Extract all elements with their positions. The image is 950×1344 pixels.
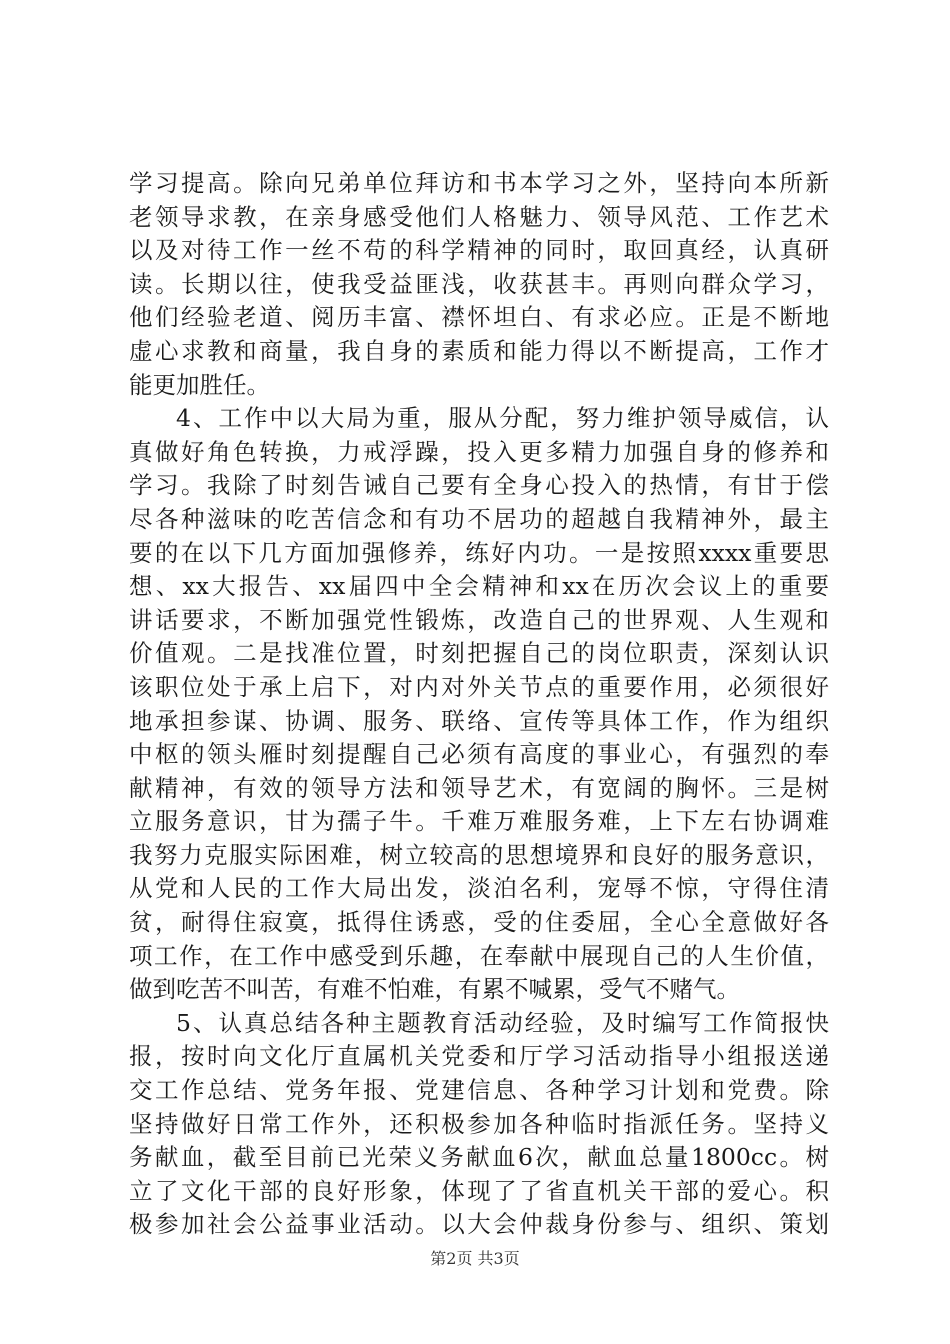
text-line: 读。长期以往，使我受益匪浅，收获甚丰。再则向群众学习， (129, 269, 829, 298)
text-line: 坚持做好日常工作外，还积极参加各种临时指派任务。坚持义 (129, 1109, 829, 1138)
page-number-footer: 第2页 共3页 (430, 1249, 520, 1268)
text-line: 从党和人民的工作大局出发，淡泊名利，宠辱不惊，守得住清 (129, 874, 829, 903)
text-line: 真做好角色转换，力戒浮躁，投入更多精力加强自身的修养和 (129, 437, 829, 466)
text-line: 要的在以下几方面加强修养，练好内功。一是按照xxxx重要思 (129, 538, 829, 567)
text-line: 交工作总结、党务年报、党建信息、各种学习计划和党费。除 (129, 1076, 829, 1105)
text-line: 立服务意识，甘为孺子牛。千难万难服务难，上下左右协调难 (129, 807, 829, 836)
text-line: 想、xx大报告、xx届四中全会精神和xx在历次会议上的重要 (129, 572, 829, 601)
text-line: 价值观。二是找准位置，时刻把握自己的岗位职责，深刻认识 (129, 639, 829, 668)
text-line: 务献血，截至目前已光荣义务献血6次，献血总量1800cc。树 (129, 1143, 829, 1172)
text-line: 做到吃苦不叫苦，有难不怕难，有累不喊累，受气不赌气。 (129, 975, 740, 1004)
paragraph-4-start: 4、工作中以大局为重，服从分配，努力维护领导威信，认 (176, 404, 829, 433)
text-line: 立了文化干部的良好形象，体现了了省直机关干部的爱心。积 (129, 1176, 829, 1205)
text-line: 极参加社会公益事业活动。以大会仲裁身份参与、组织、策划 (129, 1210, 829, 1239)
text-line: 报，按时向文化厅直属机关党委和厅学习活动指导小组报送递 (129, 1042, 829, 1071)
text-line: 虚心求教和商量，我自身的素质和能力得以不断提高，工作才 (129, 336, 829, 365)
body-text (129, 167, 829, 1242)
text-line: 老领导求教，在亲身感受他们人格魅力、领导风范、工作艺术 (129, 202, 829, 231)
text-line: 该职位处于承上启下，对内对外关节点的重要作用，必须很好 (129, 672, 829, 701)
text-line: 能更加胜任。 (129, 370, 270, 399)
text-line: 贫，耐得住寂寞，抵得住诱惑，受的住委屈，全心全意做好各 (129, 908, 829, 937)
text-line: 尽各种滋味的吃苦信念和有功不居功的超越自我精神外，最主 (129, 504, 829, 533)
text-line: 以及对待工作一丝不苟的科学精神的同时，取回真经，认真研 (129, 236, 829, 265)
text-line: 学习。我除了时刻告诫自己要有全身心投入的热情，有甘于偿 (129, 471, 829, 500)
paragraph-5-start: 5、认真总结各种主题教育活动经验，及时编写工作简报快 (176, 1008, 829, 1037)
text-line: 讲话要求，不断加强党性锻炼，改造自己的世界观、人生观和 (129, 605, 829, 634)
text-line: 他们经验老道、阅历丰富、襟怀坦白、有求必应。正是不断地 (129, 303, 829, 332)
text-line: 献精神，有效的领导方法和领导艺术，有宽阔的胸怀。三是树 (129, 773, 829, 802)
text-line: 项工作，在工作中感受到乐趣，在奉献中展现自己的人生价值， (129, 941, 829, 970)
text-line: 学习提高。除向兄弟单位拜访和书本学习之外，坚持向本所新 (129, 169, 829, 197)
text-line: 地承担参谋、协调、服务、联络、宣传等具体工作，作为组织 (129, 706, 829, 735)
text-line: 中枢的领头雁时刻提醒自己必须有高度的事业心，有强烈的奉 (129, 740, 829, 769)
text-line: 我努力克服实际困难，树立较高的思想境界和良好的服务意识， (129, 840, 829, 869)
